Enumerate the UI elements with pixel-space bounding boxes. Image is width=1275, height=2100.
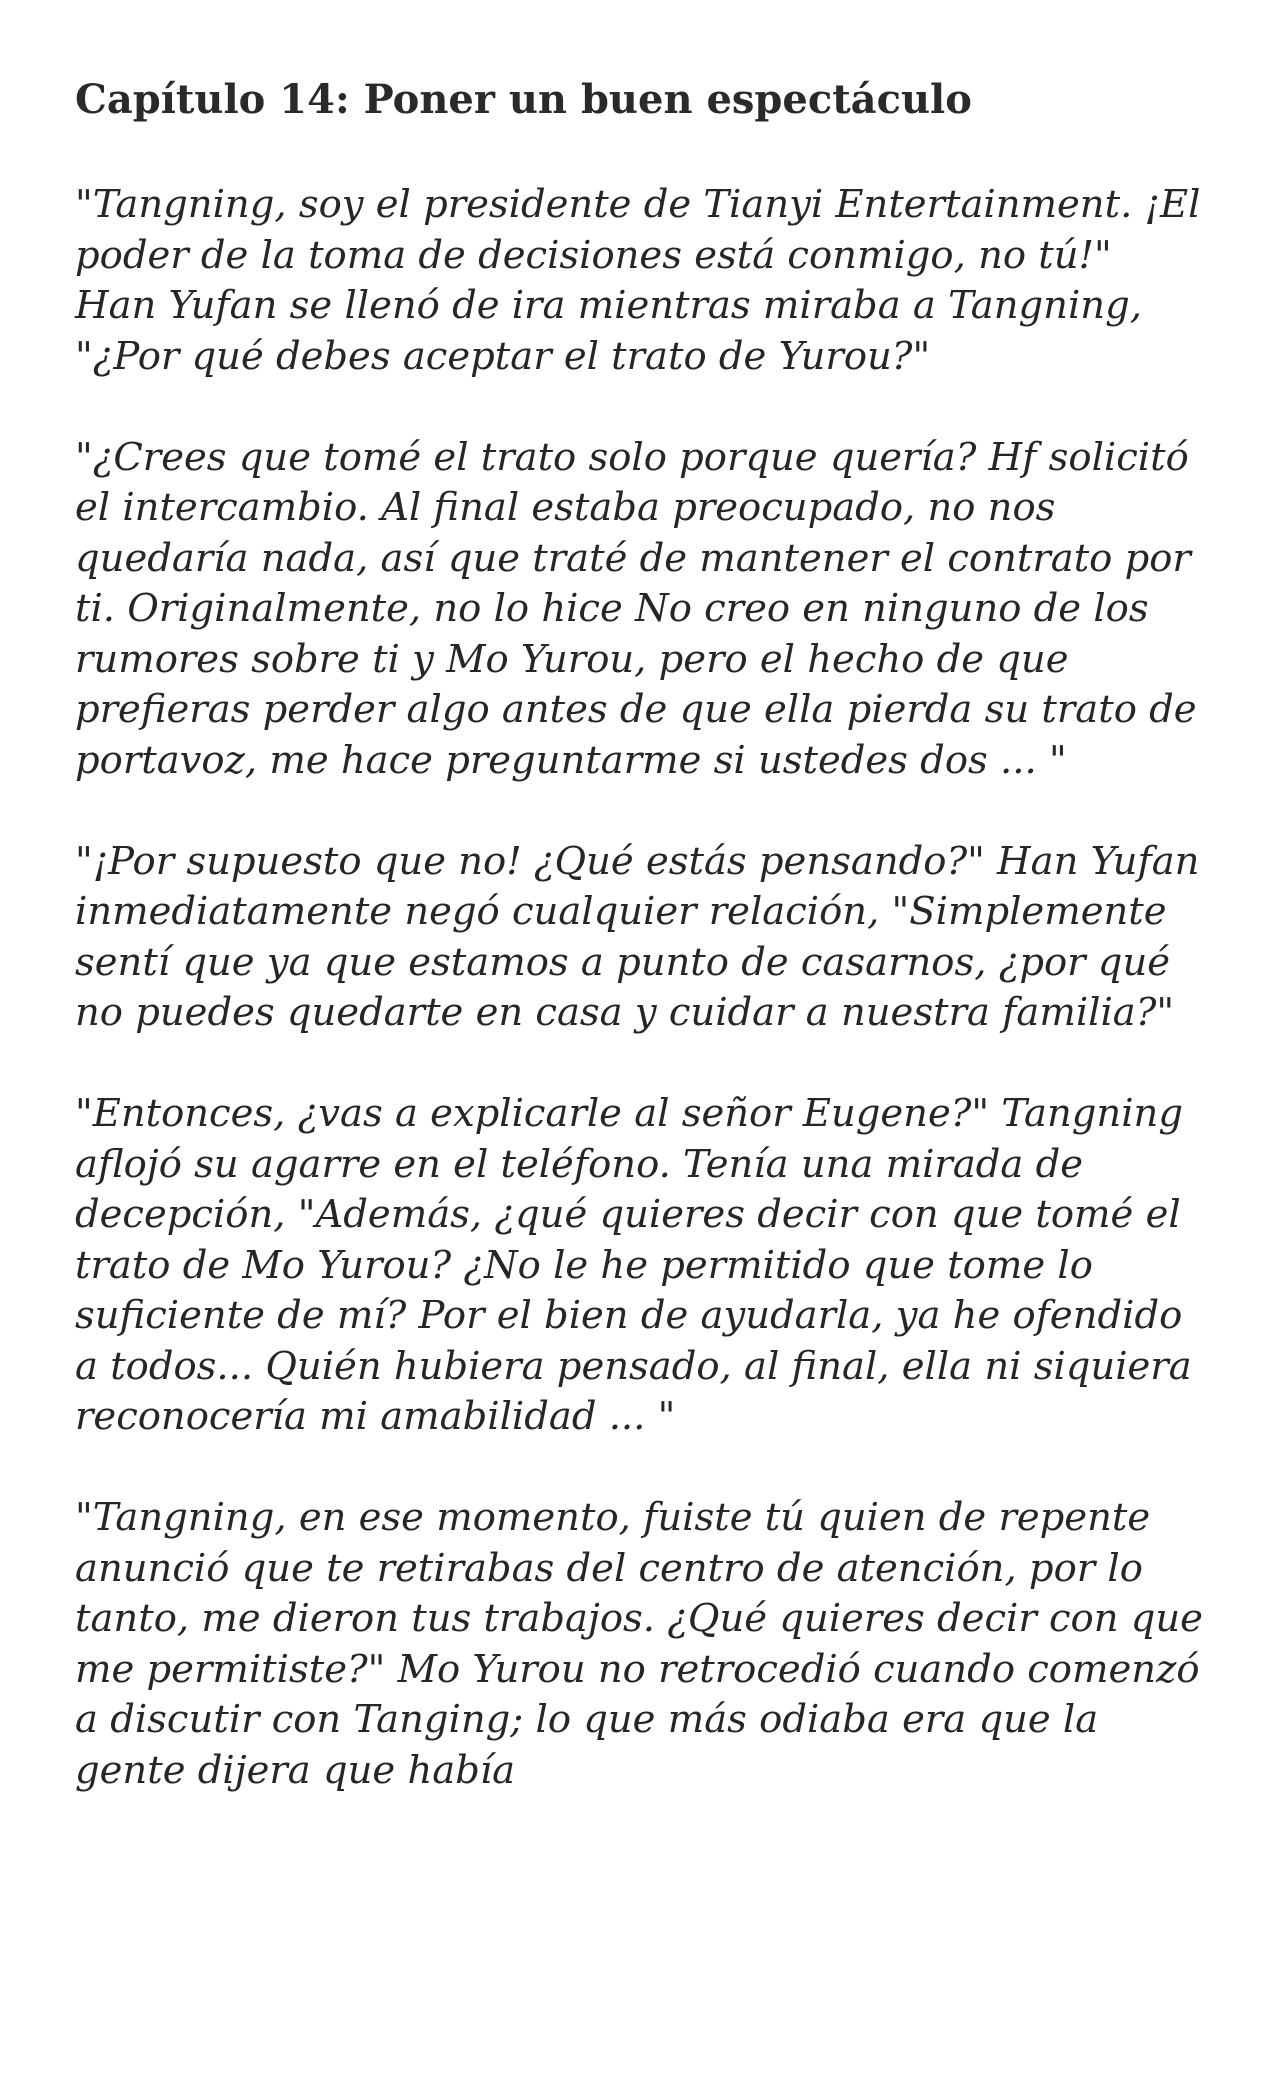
story-body xyxy=(75,180,1205,1796)
chapter-title: Capítulo 14: Poner un buen espectáculo xyxy=(75,76,972,123)
document-page xyxy=(75,70,1205,1796)
paragraph: "Tangning, soy el presidente de Tianyi Entertainment. ¡El poder de la toma de decisiones está conmigo, no tú!" Han Yufan se llenó de ira mientras miraba a Tangning, "¿Por qué debes aceptar el trato de Yurou?" xyxy=(75,182,1201,379)
paragraph: "Entonces, ¿vas a explicarle al señor Eugene?" Tangning aflojó su agarre en el teléfono. Tenía una mirada de decepción, "Además, ¿qué quieres decir con que tomé el trato de Mo Yurou? ¿No le he permitido que tome lo suficiente de mí? Por el bien de ayudarla, ya he ofendido a todos... Quién hubiera pensado, al final, ella ni siquiera reconocería mi amabilidad ... " xyxy=(75,1091,1192,1439)
paragraph: "¡Por supuesto que no! ¿Qué estás pensando?" Han Yufan inmediatamente negó cualquier relación, "Simplemente sentí que ya que estamos a punto de casarnos, ¿por qué no puedes quedarte en casa y cuidar a nuestra familia?" xyxy=(75,838,1200,1035)
paragraph: "Tangning, en ese momento, fuiste tú quien de repente anunció que te retirabas del centro de atención, por lo tanto, me dieron tus trabajos. ¿Qué quieres decir con que me permitiste?" Mo Yurou no retrocedió cuando comenzó a discutir con Tanging; lo que más odiaba era que la gente dijera que había xyxy=(75,1495,1203,1793)
paragraph: "¿Crees que tomé el trato solo porque quería? Hf solicitó el intercambio. Al final estaba preocupado, no nos quedaría nada, así que traté de mantener el contrato por ti. Originalmente, no lo hice No creo en ninguno de los rumores sobre ti y Mo Yurou, pero el hecho de que prefieras perder algo antes de que ella pierda su trato de portavoz, me hace preguntarme si ustedes dos ... " xyxy=(75,434,1197,783)
